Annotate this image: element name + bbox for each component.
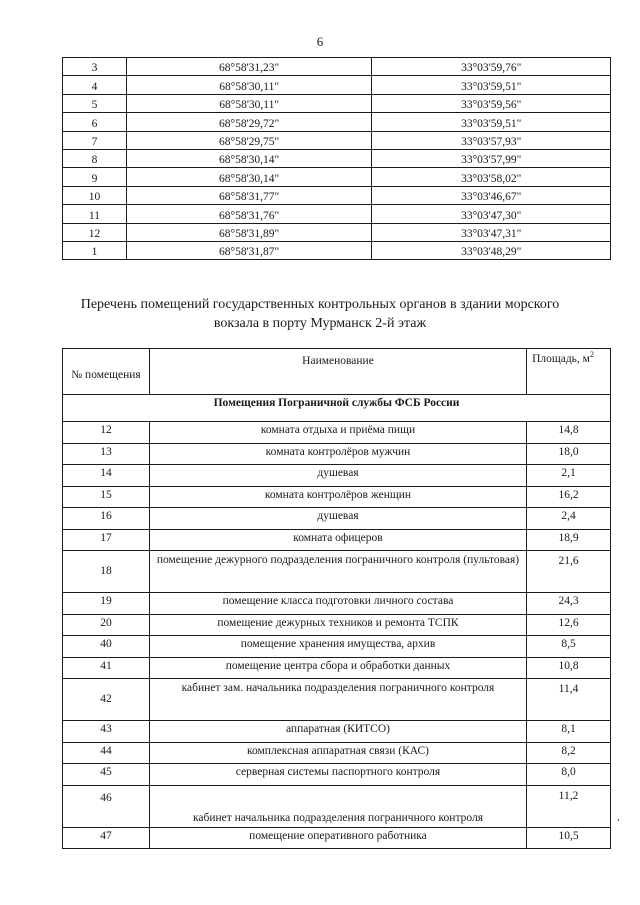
room-name: помещение центра сбора и обработки данных [149, 657, 526, 679]
room-area: 8,2 [527, 742, 611, 764]
room-number: 43 [63, 721, 150, 743]
room-row [63, 422, 611, 444]
room-row [63, 636, 611, 658]
room-name: помещение класса подготовки личного состава [149, 593, 526, 615]
room-row [63, 657, 611, 679]
room-area: 11,2 [527, 785, 611, 827]
room-area: 12,6 [527, 614, 611, 636]
latitude-cell: 68°58'31,87" [126, 241, 372, 259]
room-number: 46 [63, 785, 150, 827]
coordinate-row [63, 223, 611, 241]
section-title: Перечень помещений государственных контрольных органов в здании морского вокзала в порту Мурманск 2-й этаж [80, 297, 560, 331]
room-area: 11,4 [527, 679, 611, 721]
latitude-cell: 68°58'30,11" [126, 76, 372, 94]
room-area: 18,0 [527, 443, 611, 465]
group-title: Помещения Пограничной службы ФСБ России [63, 395, 611, 422]
room-area: 8,1 [527, 721, 611, 743]
margin-mark: , [617, 812, 620, 823]
group-row [63, 395, 611, 422]
coordinate-row [63, 205, 611, 223]
point-number: 12 [63, 223, 127, 241]
room-name: душевая [149, 465, 526, 487]
room-row [63, 785, 611, 827]
longitude-cell: 33°03'46,67" [372, 186, 611, 204]
longitude-cell: 33°03'48,29" [372, 241, 611, 259]
room-number: 17 [63, 529, 150, 551]
room-row [63, 465, 611, 487]
room-area: 21,6 [527, 551, 611, 593]
room-area: 18,9 [527, 529, 611, 551]
coordinate-row [63, 113, 611, 131]
room-name: душевая [149, 508, 526, 530]
rooms-table-header-row [63, 349, 611, 395]
longitude-cell: 33°03'59,76" [372, 58, 611, 76]
room-number: 20 [63, 614, 150, 636]
room-area: 2,4 [527, 508, 611, 530]
longitude-cell: 33°03'59,56" [372, 94, 611, 112]
room-row [63, 486, 611, 508]
header-area-label: Площадь, м [532, 353, 590, 365]
room-number: 40 [63, 636, 150, 658]
room-row [63, 529, 611, 551]
latitude-cell: 68°58'29,75" [126, 131, 372, 149]
longitude-cell: 33°03'58,02" [372, 168, 611, 186]
longitude-cell: 33°03'57,99" [372, 149, 611, 167]
room-number: 16 [63, 508, 150, 530]
rooms-table [62, 348, 611, 849]
room-row [63, 508, 611, 530]
room-name: комната контролёров мужчин [149, 443, 526, 465]
room-row [63, 443, 611, 465]
room-number: 45 [63, 764, 150, 786]
room-number: 41 [63, 657, 150, 679]
coordinate-row [63, 131, 611, 149]
room-name: помещение оперативного работника [149, 827, 526, 849]
longitude-cell: 33°03'59,51" [372, 76, 611, 94]
room-number: 47 [63, 827, 150, 849]
room-row [63, 742, 611, 764]
room-name: комната контролёров женщин [149, 486, 526, 508]
coordinates-table [62, 57, 611, 260]
longitude-cell: 33°03'47,31" [372, 223, 611, 241]
room-name: комната отдыха и приёма пищи [149, 422, 526, 444]
header-room-area [527, 349, 611, 395]
coordinate-row [63, 94, 611, 112]
room-row [63, 614, 611, 636]
room-name: комната офицеров [149, 529, 526, 551]
header-room-name: Наименование [149, 349, 526, 395]
room-name: помещение дежурных техников и ремонта ТСПК [149, 614, 526, 636]
room-name: помещение хранения имущества, архив [149, 636, 526, 658]
room-name: кабинет зам. начальника подразделения пограничного контроля [149, 679, 526, 721]
point-number: 1 [63, 241, 127, 259]
room-area: 2,1 [527, 465, 611, 487]
room-name: аппаратная (КИТСО) [149, 721, 526, 743]
room-name: помещение дежурного подразделения пограничного контроля (пультовая) [149, 551, 526, 593]
latitude-cell: 68°58'31,23" [126, 58, 372, 76]
room-area: 8,5 [527, 636, 611, 658]
room-area: 24,3 [527, 593, 611, 615]
header-room-number: № помещения [63, 349, 150, 395]
room-number: 14 [63, 465, 150, 487]
point-number: 11 [63, 205, 127, 223]
coordinate-row [63, 241, 611, 259]
room-row [63, 679, 611, 721]
coordinate-row [63, 76, 611, 94]
room-number: 44 [63, 742, 150, 764]
coordinate-row [63, 58, 611, 76]
latitude-cell: 68°58'30,14" [126, 149, 372, 167]
header-area-unit-sup: 2 [589, 350, 594, 360]
room-name: серверная системы паспортного контроля [149, 764, 526, 786]
room-number: 19 [63, 593, 150, 615]
room-name: комплексная аппаратная связи (КАС) [149, 742, 526, 764]
point-number: 7 [63, 131, 127, 149]
room-number: 13 [63, 443, 150, 465]
longitude-cell: 33°03'57,93" [372, 131, 611, 149]
coordinate-row [63, 149, 611, 167]
longitude-cell: 33°03'47,30" [372, 205, 611, 223]
room-number: 12 [63, 422, 150, 444]
longitude-cell: 33°03'59,51" [372, 113, 611, 131]
room-area: 14,8 [527, 422, 611, 444]
latitude-cell: 68°58'30,14" [126, 168, 372, 186]
latitude-cell: 68°58'31,76" [126, 205, 372, 223]
room-row [63, 827, 611, 849]
point-number: 3 [63, 58, 127, 76]
room-name: кабинет начальника подразделения пограничного контроля [149, 785, 526, 827]
coordinate-row [63, 186, 611, 204]
room-row [63, 593, 611, 615]
latitude-cell: 68°58'31,77" [126, 186, 372, 204]
latitude-cell: 68°58'30,11" [126, 94, 372, 112]
room-area: 10,5 [527, 827, 611, 849]
point-number: 4 [63, 76, 127, 94]
room-row [63, 721, 611, 743]
coordinates-table-body [63, 58, 611, 260]
coordinate-row [63, 168, 611, 186]
latitude-cell: 68°58'31,89" [126, 223, 372, 241]
latitude-cell: 68°58'29,72" [126, 113, 372, 131]
room-row [63, 551, 611, 593]
room-number: 15 [63, 486, 150, 508]
point-number: 5 [63, 94, 127, 112]
page-number: 6 [316, 34, 324, 49]
room-row [63, 764, 611, 786]
room-number: 42 [63, 679, 150, 721]
rooms-table-body [63, 395, 611, 849]
point-number: 8 [63, 149, 127, 167]
point-number: 9 [63, 168, 127, 186]
point-number: 10 [63, 186, 127, 204]
room-area: 16,2 [527, 486, 611, 508]
room-area: 10,8 [527, 657, 611, 679]
room-area: 8,0 [527, 764, 611, 786]
point-number: 6 [63, 113, 127, 131]
room-number: 18 [63, 551, 150, 593]
